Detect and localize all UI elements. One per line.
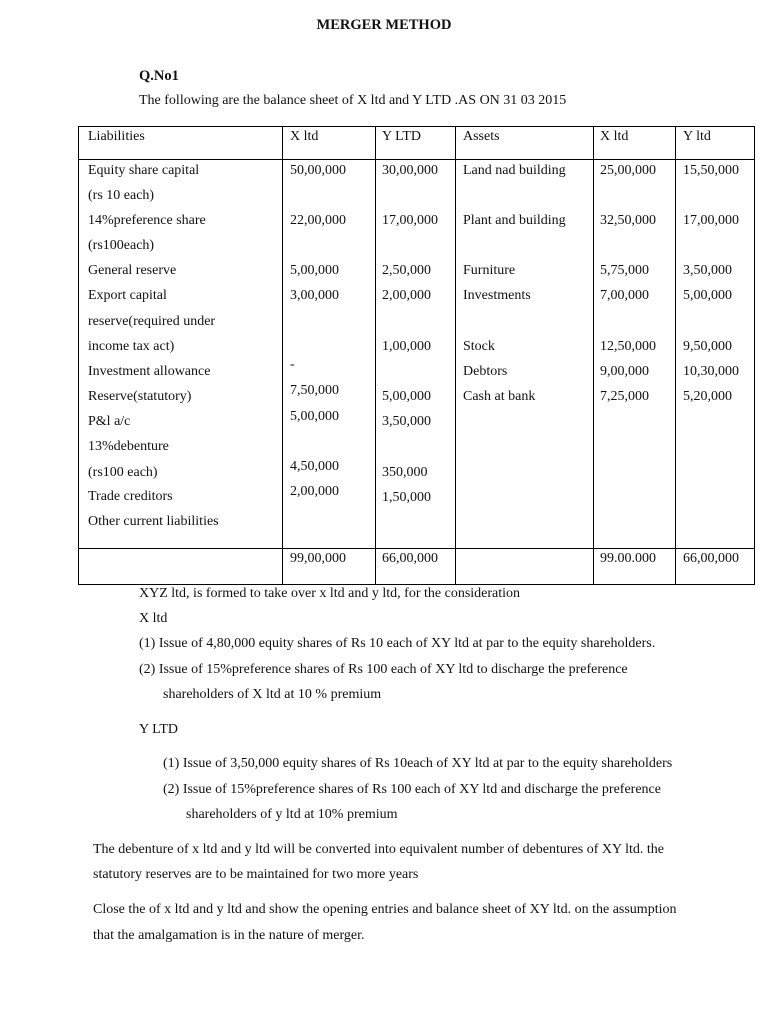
- debenture-paragraph: The debenture of x ltd and y ltd will be converted into equivalent number of debentures of XY ltd. the: [93, 842, 664, 857]
- x-liability-value: 5,00,000: [290, 263, 339, 278]
- x-liability-value: 5,00,000: [290, 409, 339, 424]
- y-ltd-item-2: (2) Issue of 15%preference shares of Rs 100 each of XY ltd and discharge the preference: [163, 782, 661, 797]
- column-divider: [455, 126, 456, 585]
- x-liability-value: 50,00,000: [290, 163, 346, 178]
- y-asset-value: 17,00,000: [683, 213, 739, 228]
- liability-line: 13%debenture: [88, 439, 169, 454]
- column-divider: [675, 126, 676, 585]
- header-divider: [78, 159, 755, 160]
- liability-line: Investment allowance: [88, 364, 211, 379]
- total-x-assets: 99.00.000: [600, 551, 656, 566]
- liability-line: (rs 10 each): [88, 188, 155, 203]
- column-divider: [282, 126, 283, 585]
- x-liability-value: 7,50,000: [290, 383, 339, 398]
- y-ltd-item-1: (1) Issue of 3,50,000 equity shares of Rs 10each of XY ltd at par to the equity shareholders: [163, 756, 673, 771]
- column-divider: [375, 126, 376, 585]
- x-asset-value: 25,00,000: [600, 163, 656, 178]
- x-liability-value: 3,00,000: [290, 288, 339, 303]
- asset-name: Cash at bank: [463, 389, 536, 404]
- x-ltd-item-2-cont: shareholders of X ltd at 10 % premium: [163, 687, 382, 702]
- y-asset-value: 9,50,000: [683, 339, 732, 354]
- total-x-liabilities: 99,00,000: [290, 551, 346, 566]
- total-y-assets: 66,00,000: [683, 551, 739, 566]
- instruction-paragraph: Close the of x ltd and y ltd and show the opening entries and balance sheet of XY ltd. on the assumption: [93, 902, 677, 917]
- x-liability-value: 2,00,000: [290, 484, 339, 499]
- x-asset-value: 32,50,000: [600, 213, 656, 228]
- x-asset-value: 9,00,000: [600, 364, 649, 379]
- header-assets-x-ltd: X ltd: [600, 129, 629, 144]
- y-liability-value: 2,00,000: [382, 288, 431, 303]
- liability-line: 14%preference share: [88, 213, 206, 228]
- y-liability-value: 1,50,000: [382, 490, 431, 505]
- asset-name: Investments: [463, 288, 531, 303]
- header-liabilities: Liabilities: [88, 129, 145, 144]
- asset-name: Plant and building: [463, 213, 566, 228]
- liability-line: Reserve(statutory): [88, 389, 192, 404]
- header-x-ltd: X ltd: [290, 129, 319, 144]
- question-intro: The following are the balance sheet of X ltd and Y LTD .AS ON 31 03 2015: [139, 93, 567, 108]
- y-liability-value: 5,00,000: [382, 389, 431, 404]
- header-assets-y-ltd: Y ltd: [683, 129, 711, 144]
- liability-line: Export capital: [88, 288, 167, 303]
- asset-name: Furniture: [463, 263, 516, 278]
- liability-line: Trade creditors: [88, 489, 173, 504]
- y-ltd-heading: Y LTD: [139, 722, 179, 737]
- liability-line: Equity share capital: [88, 163, 200, 178]
- document-title: MERGER METHOD: [316, 17, 452, 33]
- consideration-line: XYZ ltd, is formed to take over x ltd and y ltd, for the consideration: [139, 586, 521, 601]
- x-ltd-heading: X ltd: [139, 611, 168, 626]
- x-ltd-item-1: (1) Issue of 4,80,000 equity shares of Rs 10 each of XY ltd at par to the equity shareholders.: [139, 636, 656, 651]
- liability-line: P&l a/c: [88, 414, 131, 429]
- y-asset-value: 5,00,000: [683, 288, 732, 303]
- x-asset-value: 7,00,000: [600, 288, 649, 303]
- liability-line: income tax act): [88, 339, 175, 354]
- y-liability-value: 30,00,000: [382, 163, 438, 178]
- y-liability-value: 3,50,000: [382, 414, 431, 429]
- question-number: Q.No1: [139, 68, 179, 84]
- liability-line: Other current liabilities: [88, 514, 219, 529]
- y-asset-value: 15,50,000: [683, 163, 739, 178]
- x-liability-value: 22,00,000: [290, 213, 346, 228]
- instruction-paragraph-cont: that the amalgamation is in the nature of merger.: [93, 928, 365, 943]
- liability-line: General reserve: [88, 263, 177, 278]
- asset-name: Debtors: [463, 364, 508, 379]
- x-liability-value: -: [290, 357, 295, 372]
- column-divider: [593, 126, 594, 585]
- total-divider: [78, 548, 755, 549]
- liability-line: reserve(required under: [88, 314, 216, 329]
- y-ltd-item-2-cont: shareholders of y ltd at 10% premium: [186, 807, 398, 822]
- liability-line: (rs100each): [88, 238, 155, 253]
- asset-name: Stock: [463, 339, 495, 354]
- debenture-paragraph-cont: statutory reserves are to be maintained for two more years: [93, 867, 419, 882]
- header-assets: Assets: [463, 129, 500, 144]
- y-liability-value: 2,50,000: [382, 263, 431, 278]
- x-asset-value: 5,75,000: [600, 263, 649, 278]
- y-liability-value: 17,00,000: [382, 213, 438, 228]
- x-liability-value: 4,50,000: [290, 459, 339, 474]
- liability-line: (rs100 each): [88, 465, 158, 480]
- y-asset-value: 3,50,000: [683, 263, 732, 278]
- y-asset-value: 10,30,000: [683, 364, 739, 379]
- total-y-liabilities: 66,00,000: [382, 551, 438, 566]
- x-asset-value: 12,50,000: [600, 339, 656, 354]
- x-asset-value: 7,25,000: [600, 389, 649, 404]
- x-ltd-item-2: (2) Issue of 15%preference shares of Rs 100 each of XY ltd to discharge the preference: [139, 662, 628, 677]
- y-liability-value: 350,000: [382, 465, 428, 480]
- y-liability-value: 1,00,000: [382, 339, 431, 354]
- y-asset-value: 5,20,000: [683, 389, 732, 404]
- asset-name: Land nad building: [463, 163, 566, 178]
- header-y-ltd: Y LTD: [382, 129, 422, 144]
